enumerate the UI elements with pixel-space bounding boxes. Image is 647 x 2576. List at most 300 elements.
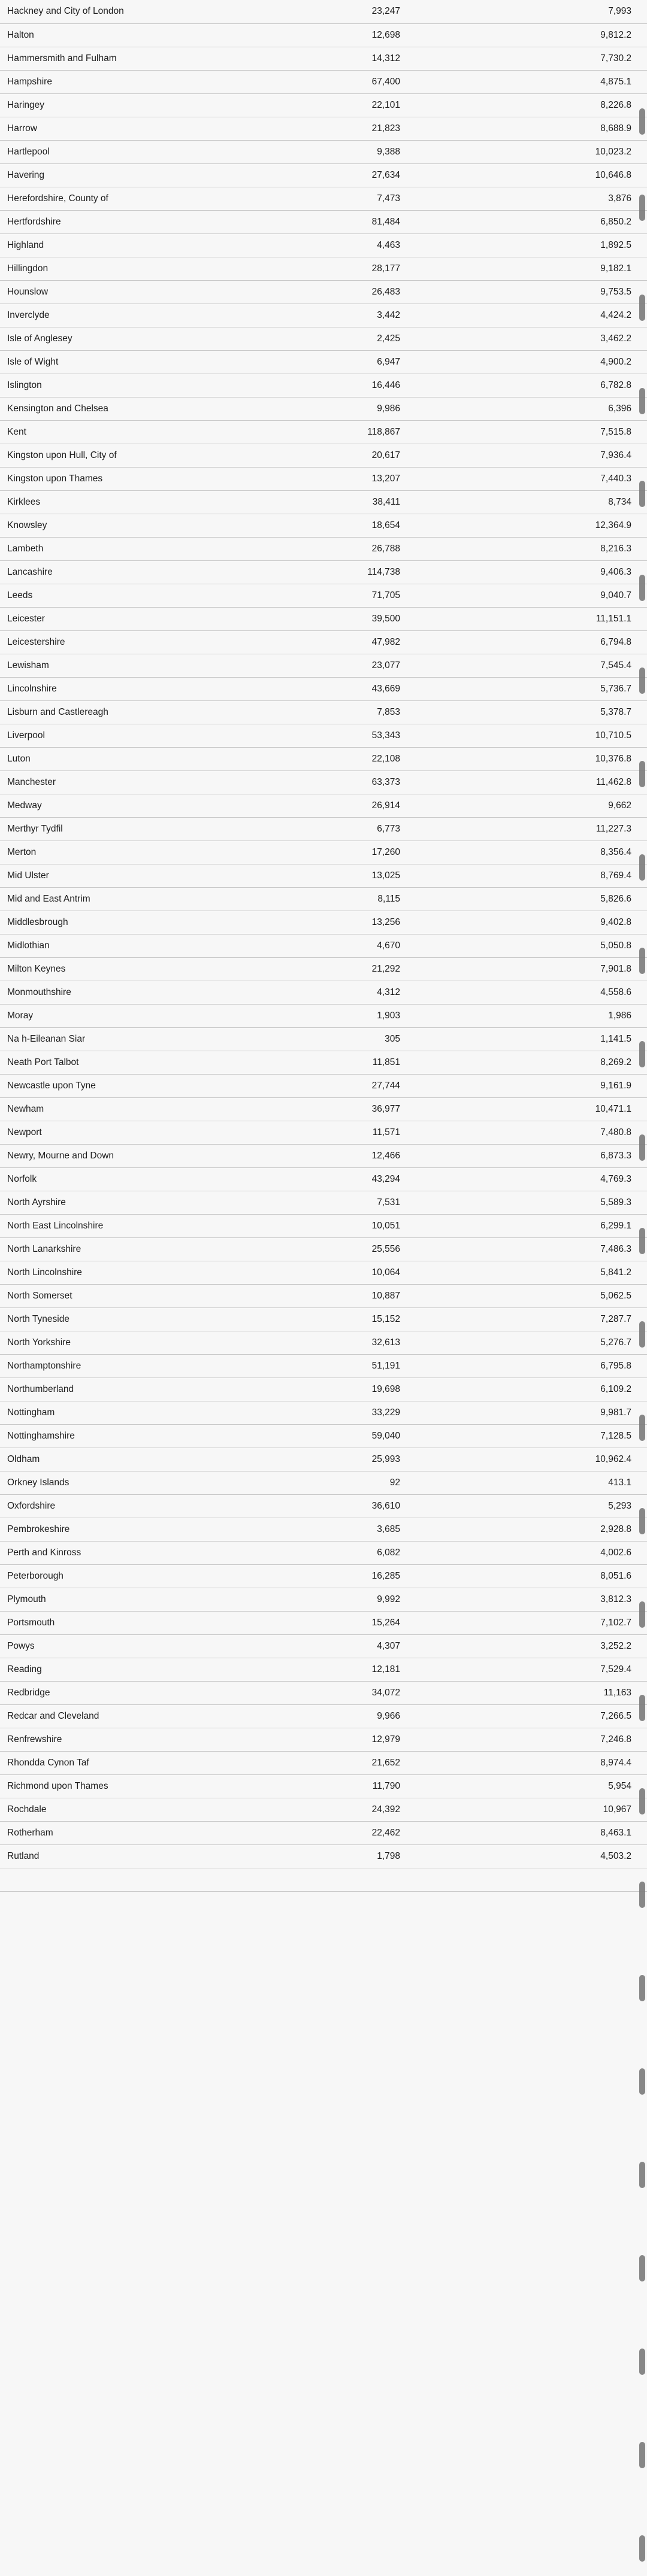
cell-count: 9,992 (270, 1588, 443, 1611)
table-row[interactable] (0, 163, 647, 187)
cell-rate: 7,266.5 (443, 1704, 647, 1728)
cell-area-name: North Yorkshire (0, 1331, 270, 1354)
table-row[interactable] (0, 117, 647, 140)
cell-rate: 9,406.3 (443, 560, 647, 584)
table-row[interactable] (0, 1401, 647, 1424)
cell-count: 21,292 (270, 957, 443, 981)
cell-count: 6,947 (270, 350, 443, 374)
cell-rate: 9,040.7 (443, 584, 647, 607)
cell-area-name: Newry, Mourne and Down (0, 1144, 270, 1167)
table-row[interactable] (0, 1051, 647, 1074)
table-row[interactable] (0, 887, 647, 911)
cell-rate: 6,795.8 (443, 1354, 647, 1377)
table-row[interactable] (0, 911, 647, 934)
table-row[interactable] (0, 280, 647, 304)
cell-area-name: Richmond upon Thames (0, 1774, 270, 1798)
cell-rate: 8,051.6 (443, 1564, 647, 1588)
cell-count: 19,698 (270, 1377, 443, 1401)
scrollbar-thumb[interactable] (639, 481, 645, 507)
table-row[interactable] (0, 1518, 647, 1541)
table-row[interactable] (0, 560, 647, 584)
scrollbar-thumb[interactable] (639, 575, 645, 601)
table-row[interactable] (0, 1027, 647, 1051)
cell-area-name: Northamptonshire (0, 1354, 270, 1377)
cell-rate: 413.1 (443, 1471, 647, 1494)
table-row[interactable] (0, 1377, 647, 1401)
cell-area-name: Rotherham (0, 1821, 270, 1844)
cell-count: 28,177 (270, 257, 443, 280)
cell-area-name: Hampshire (0, 70, 270, 93)
cell-rate: 10,023.2 (443, 140, 647, 163)
scrollbar-thumb[interactable] (639, 2162, 645, 2188)
scrollbar-thumb[interactable] (639, 1975, 645, 2001)
cell-count: 81,484 (270, 210, 443, 233)
cell-count: 39,500 (270, 607, 443, 630)
table-row[interactable] (0, 23, 647, 47)
table-row[interactable] (0, 1704, 647, 1728)
table-row[interactable] (0, 700, 647, 724)
cell-area-name: Hammersmith and Fulham (0, 47, 270, 70)
cell-count: 3,685 (270, 1518, 443, 1541)
cell-area-name: Neath Port Talbot (0, 1051, 270, 1074)
cell-rate: 4,900.2 (443, 350, 647, 374)
table-row[interactable] (0, 864, 647, 887)
cell-count: 12,181 (270, 1658, 443, 1681)
cell-area-name: Harrow (0, 117, 270, 140)
cell-area-name: Rhondda Cynon Taf (0, 1751, 270, 1774)
cell-area-name: Northumberland (0, 1377, 270, 1401)
scrollbar-thumb[interactable] (639, 948, 645, 974)
scrollbar-thumb[interactable] (639, 2535, 645, 2562)
table-row[interactable] (0, 210, 647, 233)
cell-rate: 9,753.5 (443, 280, 647, 304)
table-row[interactable] (0, 1214, 647, 1237)
cell-count: 33,229 (270, 1401, 443, 1424)
cell-area-name: Pembrokeshire (0, 1518, 270, 1541)
cell-rate: 10,646.8 (443, 163, 647, 187)
cell-rate: 7,730.2 (443, 47, 647, 70)
cell-rate: 5,276.7 (443, 1331, 647, 1354)
table-row[interactable] (0, 327, 647, 350)
cell-rate: 9,161.9 (443, 1074, 647, 1097)
cell-count: 13,025 (270, 864, 443, 887)
cell-rate: 7,440.3 (443, 467, 647, 490)
table-row[interactable] (0, 607, 647, 630)
cell-rate: 8,226.8 (443, 93, 647, 117)
scrollbar-thumb[interactable] (639, 2068, 645, 2095)
table-row[interactable] (0, 490, 647, 514)
scrollbar-thumb[interactable] (639, 667, 645, 694)
table-row[interactable] (0, 257, 647, 280)
table-row[interactable] (0, 140, 647, 163)
table-row[interactable] (0, 981, 647, 1004)
cell-rate: 11,462.8 (443, 770, 647, 794)
table-row[interactable] (0, 841, 647, 864)
table-row[interactable] (0, 1121, 647, 1144)
cell-rate: 5,378.7 (443, 700, 647, 724)
cell-rate: 10,376.8 (443, 747, 647, 770)
cell-area-name: Monmouthshire (0, 981, 270, 1004)
cell-rate: 1,141.5 (443, 1027, 647, 1051)
cell-count: 71,705 (270, 584, 443, 607)
cell-count: 23,247 (270, 0, 443, 23)
table-row[interactable] (0, 747, 647, 770)
cell-rate: 5,841.2 (443, 1261, 647, 1284)
table-row[interactable] (0, 1448, 647, 1471)
cell-count: 43,294 (270, 1167, 443, 1191)
cell-rate: 8,356.4 (443, 841, 647, 864)
cell-count: 36,610 (270, 1494, 443, 1518)
table-row[interactable] (0, 397, 647, 420)
cell-count: 22,462 (270, 1821, 443, 1844)
cell-count: 32,613 (270, 1331, 443, 1354)
table-row[interactable] (0, 1004, 647, 1027)
cell-area-name: Liverpool (0, 724, 270, 747)
cell-area-name: Leicestershire (0, 630, 270, 654)
cell-area-name: Moray (0, 1004, 270, 1027)
table-row[interactable] (0, 630, 647, 654)
cell-area-name: Hartlepool (0, 140, 270, 163)
scrollbar-thumb[interactable] (639, 1882, 645, 1908)
cell-area-name: Halton (0, 23, 270, 47)
cell-rate: 5,954 (443, 1774, 647, 1798)
cell-area-name: North Lincolnshire (0, 1261, 270, 1284)
cell-count: 26,914 (270, 794, 443, 817)
cell-count: 9,966 (270, 1704, 443, 1728)
cell-rate: 8,216.3 (443, 537, 647, 560)
cell-rate: 4,002.6 (443, 1541, 647, 1564)
scrollbar-thumb[interactable] (639, 108, 645, 135)
cell-rate: 6,299.1 (443, 1214, 647, 1237)
cell-rate: 3,252.2 (443, 1634, 647, 1658)
cell-area-name: Plymouth (0, 1588, 270, 1611)
cell-area-name: Hounslow (0, 280, 270, 304)
cell-count: 21,652 (270, 1751, 443, 1774)
cell-count: 15,152 (270, 1307, 443, 1331)
cell-rate: 7,901.8 (443, 957, 647, 981)
table-row[interactable] (0, 233, 647, 257)
table-row[interactable] (0, 654, 647, 677)
table-row[interactable] (0, 374, 647, 397)
scrollbar-thumb[interactable] (639, 388, 645, 414)
cell-rate: 7,246.8 (443, 1728, 647, 1751)
cell-area-name: Redcar and Cleveland (0, 1704, 270, 1728)
cell-count: 23,077 (270, 654, 443, 677)
table-row[interactable] (0, 420, 647, 444)
cell-area-name: Redbridge (0, 1681, 270, 1704)
table-row[interactable] (0, 0, 647, 23)
cell-count: 51,191 (270, 1354, 443, 1377)
cell-area-name: Havering (0, 163, 270, 187)
cell-rate: 5,826.6 (443, 887, 647, 911)
cell-count: 3,442 (270, 304, 443, 327)
table-row[interactable] (0, 1868, 647, 1891)
cell-rate: 6,850.2 (443, 210, 647, 233)
table-row[interactable] (0, 1634, 647, 1658)
cell-rate: 1,892.5 (443, 233, 647, 257)
scrollbar-thumb[interactable] (639, 1041, 645, 1067)
cell-area-name: Isle of Anglesey (0, 327, 270, 350)
cell-rate: 8,269.2 (443, 1051, 647, 1074)
scrollbar-thumb[interactable] (639, 295, 645, 321)
table-row[interactable] (0, 1658, 647, 1681)
table-row[interactable] (0, 1074, 647, 1097)
cell-count: 7,531 (270, 1191, 443, 1214)
cell-count: 59,040 (270, 1424, 443, 1448)
scrollbar-thumb[interactable] (639, 2349, 645, 2375)
cell-count: 1,903 (270, 1004, 443, 1027)
table-row[interactable] (0, 1284, 647, 1307)
scrollbar-thumb[interactable] (639, 2442, 645, 2468)
cell-count: 67,400 (270, 70, 443, 93)
cell-area-name: Medway (0, 794, 270, 817)
scrollbar-thumb[interactable] (639, 1695, 645, 1721)
scrollbar-thumb[interactable] (639, 195, 645, 221)
cell-rate: 7,936.4 (443, 444, 647, 467)
cell-area-name (0, 1868, 270, 1891)
cell-rate: 3,876 (443, 187, 647, 210)
cell-rate: 8,688.9 (443, 117, 647, 140)
cell-count: 38,411 (270, 490, 443, 514)
table-row[interactable] (0, 1541, 647, 1564)
cell-area-name: Kent (0, 420, 270, 444)
table-row[interactable] (0, 304, 647, 327)
cell-count: 16,446 (270, 374, 443, 397)
cell-rate: 6,782.8 (443, 374, 647, 397)
cell-area-name: Mid Ulster (0, 864, 270, 887)
cell-count: 22,108 (270, 747, 443, 770)
cell-count: 6,082 (270, 1541, 443, 1564)
table-row[interactable] (0, 47, 647, 70)
cell-rate: 5,293 (443, 1494, 647, 1518)
cell-count: 4,670 (270, 934, 443, 957)
cell-count: 10,051 (270, 1214, 443, 1237)
cell-area-name: Peterborough (0, 1564, 270, 1588)
cell-rate: 7,529.4 (443, 1658, 647, 1681)
cell-count: 14,312 (270, 47, 443, 70)
cell-count: 11,851 (270, 1051, 443, 1074)
cell-count: 118,867 (270, 420, 443, 444)
cell-rate: 6,109.2 (443, 1377, 647, 1401)
table-row[interactable] (0, 1494, 647, 1518)
table-row[interactable] (0, 444, 647, 467)
scrollbar-thumb[interactable] (639, 1601, 645, 1628)
cell-area-name: Reading (0, 1658, 270, 1681)
cell-count: 18,654 (270, 514, 443, 537)
table-row[interactable] (0, 1798, 647, 1821)
cell-rate: 8,974.4 (443, 1751, 647, 1774)
table-row[interactable] (0, 1681, 647, 1704)
table-row[interactable] (0, 1588, 647, 1611)
cell-rate: 9,812.2 (443, 23, 647, 47)
cell-area-name: Orkney Islands (0, 1471, 270, 1494)
table-row[interactable] (0, 1237, 647, 1261)
scrollbar-thumb[interactable] (639, 2255, 645, 2281)
scrollbar-thumb[interactable] (639, 1508, 645, 1534)
scrollbar-thumb[interactable] (639, 1228, 645, 1254)
cell-rate: 3,812.3 (443, 1588, 647, 1611)
cell-rate: 10,471.1 (443, 1097, 647, 1121)
cell-rate: 9,662 (443, 794, 647, 817)
cell-rate: 10,710.5 (443, 724, 647, 747)
cell-rate: 6,873.3 (443, 1144, 647, 1167)
cell-rate: 5,050.8 (443, 934, 647, 957)
cell-area-name: Newham (0, 1097, 270, 1121)
table-row[interactable] (0, 1144, 647, 1167)
cell-area-name: Mid and East Antrim (0, 887, 270, 911)
cell-rate: 11,227.3 (443, 817, 647, 841)
cell-rate: 7,545.4 (443, 654, 647, 677)
cell-count: 10,064 (270, 1261, 443, 1284)
table-row[interactable] (0, 1611, 647, 1634)
cell-area-name: Herefordshire, County of (0, 187, 270, 210)
cell-count: 11,571 (270, 1121, 443, 1144)
table-row[interactable] (0, 817, 647, 841)
cell-count: 34,072 (270, 1681, 443, 1704)
cell-area-name: Perth and Kinross (0, 1541, 270, 1564)
cell-area-name: Milton Keynes (0, 957, 270, 981)
cell-area-name: Norfolk (0, 1167, 270, 1191)
cell-rate: 9,402.8 (443, 911, 647, 934)
cell-rate: 9,182.1 (443, 257, 647, 280)
cell-area-name: Portsmouth (0, 1611, 270, 1634)
scrollbar-thumb[interactable] (639, 761, 645, 787)
table-row[interactable] (0, 1167, 647, 1191)
cell-area-name: Kingston upon Hull, City of (0, 444, 270, 467)
cell-count: 53,343 (270, 724, 443, 747)
cell-area-name: North Ayrshire (0, 1191, 270, 1214)
cell-area-name: Na h-Eileanan Siar (0, 1027, 270, 1051)
cell-rate: 4,503.2 (443, 1844, 647, 1868)
table-row[interactable] (0, 957, 647, 981)
cell-area-name: Merthyr Tydfil (0, 817, 270, 841)
cell-count: 43,669 (270, 677, 443, 700)
cell-area-name: Hillingdon (0, 257, 270, 280)
table-row[interactable] (0, 187, 647, 210)
table-row[interactable] (0, 70, 647, 93)
cell-rate: 7,993 (443, 0, 647, 23)
cell-area-name: Rutland (0, 1844, 270, 1868)
cell-rate: 11,151.1 (443, 607, 647, 630)
cell-count: 9,388 (270, 140, 443, 163)
table-row[interactable] (0, 1751, 647, 1774)
cell-area-name: Lewisham (0, 654, 270, 677)
table-row[interactable] (0, 1564, 647, 1588)
cell-count: 92 (270, 1471, 443, 1494)
cell-count: 10,887 (270, 1284, 443, 1307)
cell-count: 13,256 (270, 911, 443, 934)
table-row[interactable] (0, 1261, 647, 1284)
table-row[interactable] (0, 1424, 647, 1448)
table-row[interactable] (0, 794, 647, 817)
table-row[interactable] (0, 934, 647, 957)
cell-rate: 7,287.7 (443, 1307, 647, 1331)
cell-area-name: Isle of Wight (0, 350, 270, 374)
table-row[interactable] (0, 584, 647, 607)
table-row[interactable] (0, 1097, 647, 1121)
cell-count: 1,798 (270, 1844, 443, 1868)
scrollbar-thumb[interactable] (639, 1788, 645, 1815)
cell-count: 27,744 (270, 1074, 443, 1097)
cell-rate: 2,928.8 (443, 1518, 647, 1541)
cell-count: 12,466 (270, 1144, 443, 1167)
table-row[interactable] (0, 467, 647, 490)
cell-area-name: Merton (0, 841, 270, 864)
cell-rate: 4,769.3 (443, 1167, 647, 1191)
table-row[interactable] (0, 770, 647, 794)
cell-rate: 10,967 (443, 1798, 647, 1821)
table-row[interactable] (0, 514, 647, 537)
cell-rate: 8,769.4 (443, 864, 647, 887)
cell-rate: 8,463.1 (443, 1821, 647, 1844)
cell-count: 63,373 (270, 770, 443, 794)
cell-count: 22,101 (270, 93, 443, 117)
table-row[interactable] (0, 1774, 647, 1798)
table-row[interactable] (0, 1191, 647, 1214)
table-row[interactable] (0, 724, 647, 747)
cell-count: 21,823 (270, 117, 443, 140)
cell-count: 47,982 (270, 630, 443, 654)
table-row[interactable] (0, 93, 647, 117)
cell-area-name: North Somerset (0, 1284, 270, 1307)
cell-area-name: Hackney and City of London (0, 0, 270, 23)
cell-area-name: Leicester (0, 607, 270, 630)
table-row[interactable] (0, 350, 647, 374)
cell-area-name: North East Lincolnshire (0, 1214, 270, 1237)
cell-rate: 5,736.7 (443, 677, 647, 700)
cell-count: 305 (270, 1027, 443, 1051)
cell-area-name: North Lanarkshire (0, 1237, 270, 1261)
table-row[interactable] (0, 1844, 647, 1868)
table-row[interactable] (0, 677, 647, 700)
table-row[interactable] (0, 537, 647, 560)
table-row[interactable] (0, 1821, 647, 1844)
cell-count: 12,698 (270, 23, 443, 47)
cell-area-name: Rochdale (0, 1798, 270, 1821)
cell-count: 4,312 (270, 981, 443, 1004)
cell-rate: 7,515.8 (443, 420, 647, 444)
cell-area-name: North Tyneside (0, 1307, 270, 1331)
cell-rate: 7,486.3 (443, 1237, 647, 1261)
cell-area-name: Oxfordshire (0, 1494, 270, 1518)
cell-area-name: Lisburn and Castlereagh (0, 700, 270, 724)
cell-rate: 10,962.4 (443, 1448, 647, 1471)
cell-rate: 12,364.9 (443, 514, 647, 537)
cell-area-name: Haringey (0, 93, 270, 117)
scrollbar-thumb[interactable] (639, 1134, 645, 1161)
table-row[interactable] (0, 1307, 647, 1331)
cell-count: 13,207 (270, 467, 443, 490)
table-row[interactable] (0, 1331, 647, 1354)
cell-count: 16,285 (270, 1564, 443, 1588)
cell-count: 7,473 (270, 187, 443, 210)
table-row[interactable] (0, 1354, 647, 1377)
cell-rate: 5,589.3 (443, 1191, 647, 1214)
cell-area-name: Powys (0, 1634, 270, 1658)
scrollbar-thumb[interactable] (639, 1321, 645, 1348)
cell-area-name: Nottinghamshire (0, 1424, 270, 1448)
cell-area-name: Lambeth (0, 537, 270, 560)
table-row[interactable] (0, 1471, 647, 1494)
cell-count: 2,425 (270, 327, 443, 350)
scrollbar-thumb[interactable] (639, 854, 645, 881)
cell-area-name: Kirklees (0, 490, 270, 514)
table-row[interactable] (0, 1728, 647, 1751)
cell-count (270, 1868, 443, 1891)
cell-area-name: Leeds (0, 584, 270, 607)
cell-rate: 11,163 (443, 1681, 647, 1704)
scrollbar-thumb[interactable] (639, 1415, 645, 1441)
